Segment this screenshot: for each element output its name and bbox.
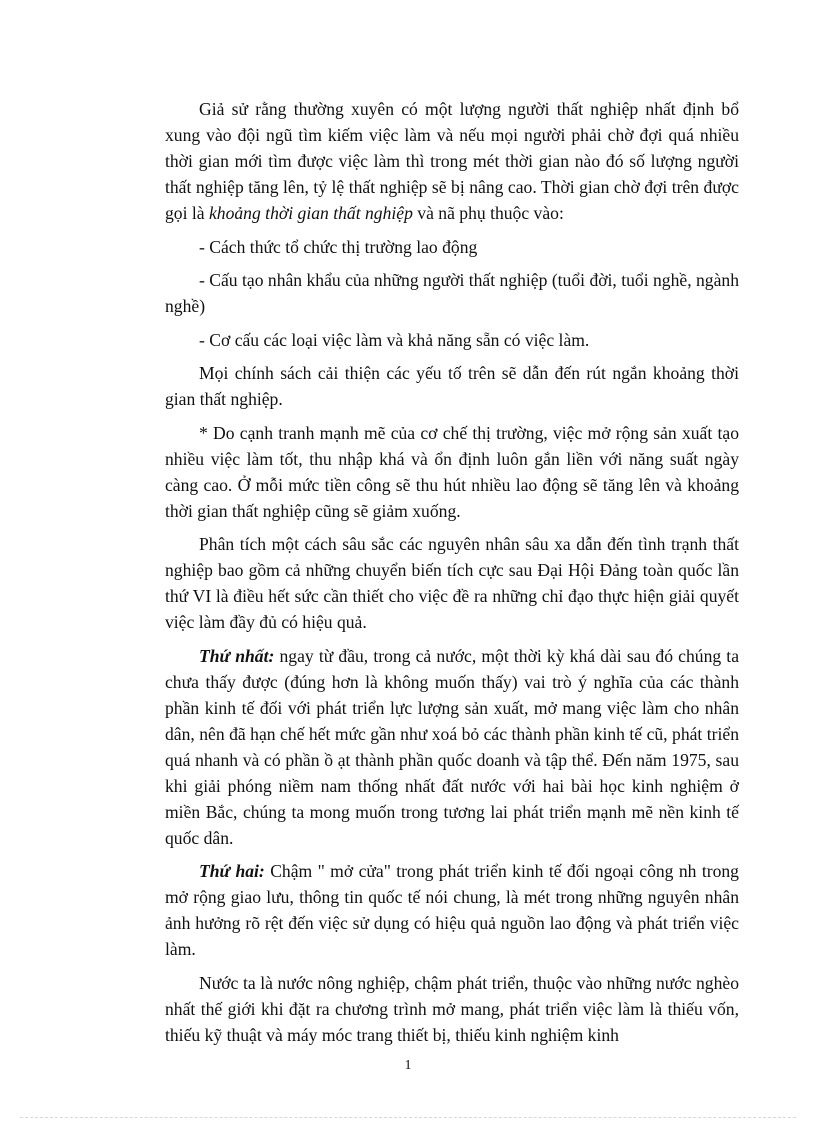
paragraph-text: và nã phụ thuộc vào: bbox=[412, 203, 564, 223]
paragraph bbox=[165, 96, 739, 226]
paragraph-lead: Thứ hai: bbox=[199, 861, 265, 881]
paragraph-text: Giả sử rằng thường xuyên có một lượng người thất nghiệp nhất định bổ xung vào đội ngũ tìm kiếm việc làm và nếu mọi người phải chờ đợi quá nhiều thời gian mới tìm được việc làm thì trong mét thời gian nào đó số lượng người thất nghiệp tăng lên, tỷ lệ thất nghiệp sẽ bị nâng cao. Thời gian chờ đợi trên được gọi là bbox=[165, 99, 739, 223]
page-bottom-divider bbox=[20, 1117, 796, 1118]
page-number: 1 bbox=[404, 1058, 412, 1073]
paragraph-lead: Thứ nhất: bbox=[199, 645, 275, 666]
body-text bbox=[165, 96, 739, 1055]
paragraph bbox=[165, 858, 739, 962]
list-item: - Cơ cấu các loại việc làm và khả năng sẵn có việc làm. bbox=[199, 329, 590, 350]
paragraph: * Do cạnh tranh mạnh mẽ của cơ chế thị trường, việc mở rộng sản xuất tạo nhiều việc làm tốt, thu nhập khá và ổn định luôn gắn liền với năng suất ngày càng cao. Ở mỗi mức tiền công sẽ thu hút nhiều lao động sẽ tăng lên và khoảng thời gian thất nghiệp cũng sẽ giảm xuống. bbox=[165, 422, 739, 521]
paragraph-text: ngay từ đầu, trong cả nước, một thời kỳ khá dài sau đó chúng ta chưa thấy được (đúng hơn là không muốn thấy) vai trò ý nghĩa của các thành phần kinh tế đối với phát triển lực lượng sản xuất, mở mang việc làm cho nhân dân, nên đã hạn chế hết mức gần như xoá bỏ các thành phần kinh tế cũ, phát triển quá nhanh và có phần ồ ạt thành phần quốc doanh và tập thể. Đến năm 1975, sau khi giải phóng niềm nam thống nhất đất nước với hai bài học kinh nghiệm ở miền Bắc, chúng ta mong muốn trong tương lai phát triển mạnh mẽ nền kinh tế quốc dân. bbox=[165, 645, 739, 848]
paragraph: Nước ta là nước nông nghiệp, chậm phát triển, thuộc vào những nước nghèo nhất thế giới khi đặt ra chương trình mở mang, phát triển việc làm là thiếu vốn, thiếu kỹ thuật và máy móc trang thiết bị, thiếu kinh nghiệm kinh bbox=[165, 972, 739, 1045]
emphasized-term: khoảng thời gian thất nghiệp bbox=[208, 203, 413, 223]
paragraph: Phân tích một cách sâu sắc các nguyên nhân sâu xa dẫn đến tình trạnh thất nghiệp bao gồm cả những chuyển biến tích cực sau Đại Hội Đảng toàn quốc lần thứ VI là điều hết sức cần thiết cho việc đề ra những chỉ đạo thực hiện giải quyết việc làm đầy đủ có hiệu quả. bbox=[165, 534, 739, 632]
paragraph bbox=[165, 643, 739, 851]
list-item: - Cách thức tổ chức thị trường lao động bbox=[199, 236, 478, 257]
list-item: - Cấu tạo nhân khẩu của những người thất nghiệp (tuổi đời, tuổi nghề, ngành nghề) bbox=[165, 270, 739, 316]
paragraph-text: Chậm " mở cửa" trong phát triển kinh tế đối ngoại công nh trong mở rộng giao lưu, thông tin quốc tế nói chung, là mét trong những nguyên nhân ảnh hưởng rõ rệt đến việc sử dụng có hiệu quả nguồn lao động và phát triển việc làm. bbox=[165, 861, 739, 959]
paragraph: Mọi chính sách cải thiện các yếu tố trên sẽ dẫn đến rút ngắn khoảng thời gian thất nghiệp. bbox=[165, 363, 739, 409]
